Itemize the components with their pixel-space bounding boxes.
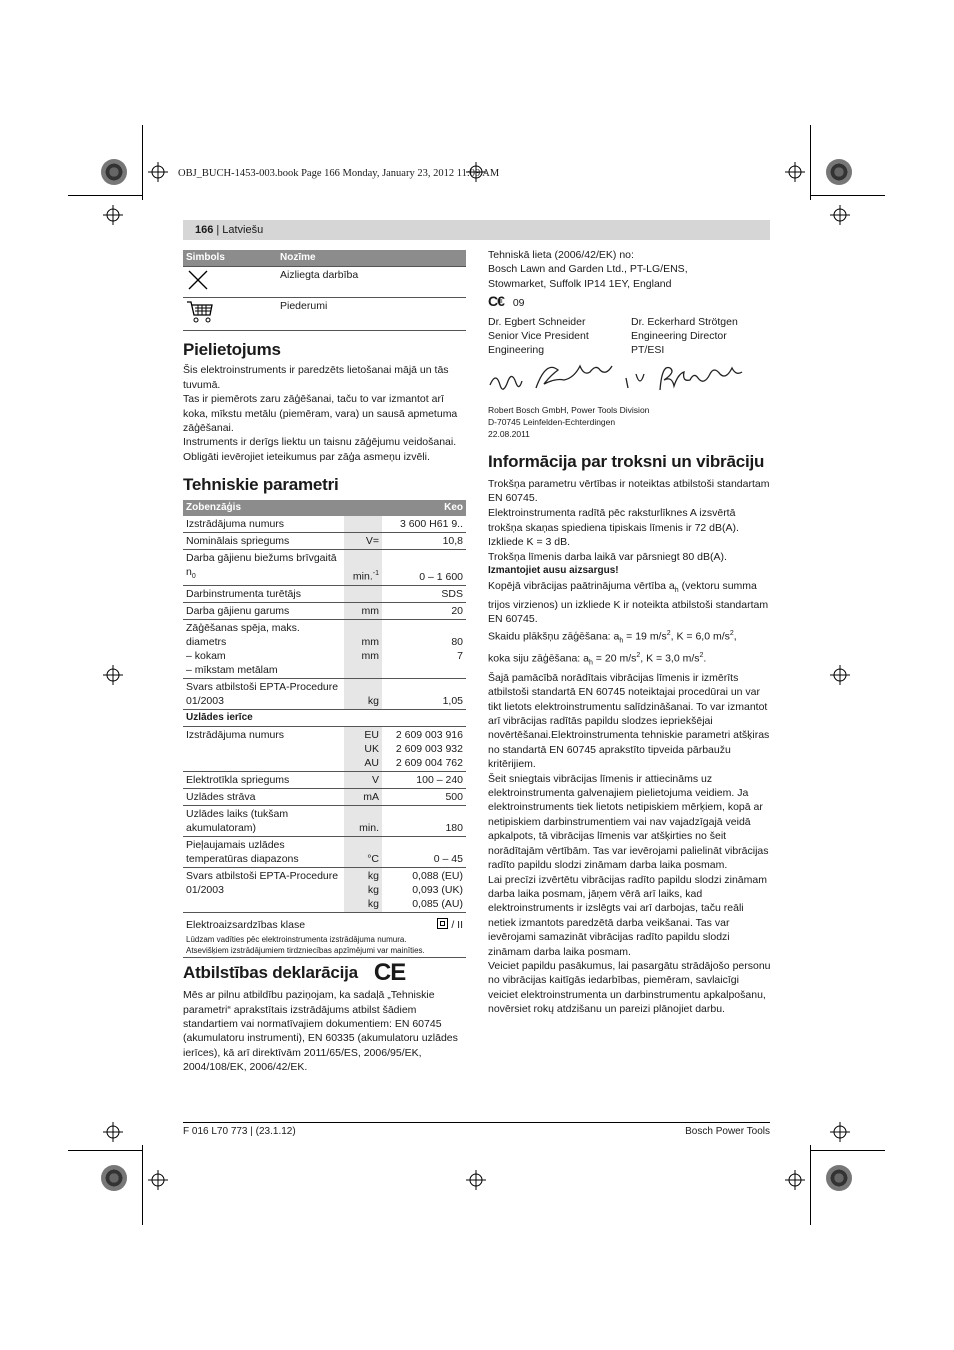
table-row: Uzlādes strāva mA 500 [183,788,466,805]
table-row: Pieļaujamais uzlādes temperatūras diapazons °C 0 – 45 [183,836,466,867]
table-row [183,933,466,958]
signatory-role: Senior Vice President [488,330,589,343]
crop-mark [810,125,811,200]
tech-file-line: Stowmarket, Suffolk IP14 1EY, England [488,277,672,290]
registration-crosshair [466,1170,486,1190]
usage-heading: Pielietojums [183,340,281,359]
table-row: Uzlādes laiks (tukšam akumulatoram) min. 180 [183,805,466,836]
registration-crosshair [830,205,850,225]
signatory-name: Dr. Egbert Schneider [488,315,586,328]
signatory-role: Engineering Director [631,330,727,343]
registration-crosshair [103,205,123,225]
crop-mark [68,195,143,196]
vibration-paragraph: Šeit sniegtais vibrācijas līmenis ir attiecināms uz elektroinstrumenta galvenajiem pielietojuma veidiem. Ja elektroinstruments tiek lietots netipiskiem mērķiem, kopā ar netipiskiem darbinstrumentiem vai nav vajadzīgajā veidā apkalpots, tā vibrācijas līmenis var atšķirties no šeit norādītajām vērtībām. Tas var ievērojami palielināt vibrācijas radīto papildu slodzi zināmam darba laika posmam. [488,772,769,872]
footer-rule [183,1122,770,1123]
noise-paragraph: Elektroinstrumenta radītā pēc raksturlīknes A izsvērtā trokšņa skaņas spiediena tipiskais līmenis ir 72 dB(A). Izkliede K = 3 dB. [488,507,739,549]
vibration-paragraph: Kopējā vibrācijas paātrinājuma vērtība $a_h$ (vektoru summa trijos virzienos) un izkliede K ir noteikta atbilstoši standartam EN 60745. [488,579,769,626]
tech-model-header: Keo [382,500,466,516]
symbols-table [183,250,466,331]
tech-table [183,500,466,958]
noise-paragraph: Trokšņa līmenis darba laikā var pārsniegt 80 dB(A). [488,550,727,563]
ce-year: 09 [512,297,525,310]
vibration-paragraph: Lai precīzi izvērtētu vibrācijas radīto papildu slodzi zināmam darba laika posmam, jāņem vērā arī laiks, kad elektroinstruments ir izslēgts vai arī darbojas, taču reāli netiek izmantots paredzētā darba veikšanai. Tas var ievērojami samazināt vibrācijas radīto papildu slodzi zināmam darba laika posmam. [488,873,767,958]
signatory-name: Dr. Eckerhard Strötgen [631,315,738,328]
crop-mark [810,1145,811,1225]
ce-mark-icon: CE [373,958,406,986]
prohibited-x-icon [186,268,210,292]
table-row: Zāģēšanas spēja, maks. diametrs – kokam – mīkstam metālam mm mm 80 7 [183,619,466,678]
accessories-cart-icon [186,299,214,325]
crop-mark [68,1150,143,1151]
tech-heading: Tehniskie parametri [183,475,339,495]
table-row [183,267,466,298]
crop-mark [142,125,143,200]
footer-doc-number: F 016 L70 773 | (23.1.12) [183,1126,296,1137]
table-row: Izstrādājuma numurs EU UK AU 2 609 003 916 2 609 003 932 2 609 004 762 [183,726,466,771]
usage-paragraph: Šis elektroinstruments ir paredzēts lietošanai mājā un tās tuvumā. [183,364,449,391]
conformity-heading: Atbilstības deklarācija [183,962,358,982]
registration-crosshair [785,162,805,182]
conformity-text: Mēs ar pilnu atbildību paziņojam, ka sadaļā „Tehniskie parametri“ aprakstītais izstrādājums atbilst šādiem standartiem vai normatīvajiem dokumentiem: EN 60745 (akumulatoru instrumenti), EN 60335 (akumulatoru uzlādes ierīces), kā arī direktīvām 2011/65/ES, 2006/95/EK, 2004/108/EK, 2006/42/EK. [183,989,458,1074]
symbol-meaning: Piederumi [277,298,466,331]
table-row [183,298,466,331]
right-column [488,248,771,1017]
page-header: 166 | Latviešu [183,220,770,240]
ear-protection-warning: Izmantojiet ausu aizsargus! [488,565,619,577]
proof-line: OBJ_BUCH-1453-003.book Page 166 Monday, January 23, 2012 11:09 AM [178,168,500,179]
noise-heading: Informācija par troksni un vibrāciju [488,452,765,472]
vibration-value: koka siju zāģēšana: $a_h = 20$ $m/s^2$, K = 3,0 $m/s^2$. [488,651,707,667]
signatory-dept: Engineering [488,344,545,357]
ce-mark-icon: C€ [488,293,504,310]
note: Lūdzam vadīties pēc elektroinstrumenta izstrādājuma numura. [186,934,407,944]
table-row: Darba gājienu biežums brīvgaitā $n_0$ min.$^{-1}$ 0 – 1 600 [183,549,466,585]
usage-paragraph: Instruments ir derīgs liektu un taisnu zāģējumu veidošanai. Obligāti ievērojiet ieteikumus par zāģa asmeņu izvēli. [183,436,457,463]
tech-file-line: Tehniskā lieta (2006/42/EK) no: [488,249,634,261]
note: Atsevišķiem izstrādājumiem tirdzniecības apzīmējumi var mainīties. [186,945,425,955]
declaration-date: 22.08.2011 [488,429,530,440]
handwritten-signatures [488,360,758,400]
vibration-value: Skaidu plākšņu zāģēšana: $a_h = 19$ $m/s^2$, K = 6,0 $m/s^2$, [488,629,737,645]
table-row: Svars atbilstoši EPTA-Procedure 01/2003 kg 1,05 [183,678,466,709]
crop-mark [810,1150,885,1151]
registration-crosshair [830,665,850,685]
table-row: Elektroaizsardzības klase / II [186,918,463,931]
registration-rosette [826,159,852,185]
crop-mark [810,195,885,196]
registration-crosshair [148,162,168,182]
tech-table-header: Zobenzāģis [183,500,382,516]
table-row: Elektrotīkla spriegums V 100 – 240 [183,771,466,788]
registration-crosshair [103,1122,123,1142]
page-number: 166 [195,224,214,236]
registration-crosshair [103,665,123,685]
registration-rosette [826,1165,852,1191]
registration-crosshair [785,1170,805,1190]
table-row: Nominālais spriegums V= 10,8 [183,532,466,549]
double-insulation-icon [437,918,448,929]
crop-mark [142,1145,143,1225]
tech-file-line: Bosch Lawn and Garden Ltd., PT-LG/ENS, [488,263,688,276]
left-column [183,250,466,1075]
symbol-meaning: Aizliegta darbība [277,267,466,298]
footer-brand: Bosch Power Tools [685,1126,770,1137]
table-row: Izstrādājuma numurs 3 600 H61 9.. [183,516,466,533]
vibration-paragraph: Veiciet papildu pasākumus, lai pasargātu strādājošo personu no vibrācijas kaitīgās iedarbības, piemēram, savlaicīgi veiciet elektroinstrumenta un darbinstrumentu apkalpošanu, novērsiet rokų atdzišanu un pareizi plānojiet darbu. [488,959,771,1016]
vibration-paragraph: Šajā pamācībā norādītais vibrācijas līmenis ir izmērīts atbilstoši standartā EN 60745 noteiktajai procedūrai un var tikt lietots elektroinstrumentu salīdzināšanai. To var izmantot arī vibrācijas radītās papildu slodzes iepriekšējai novērtēšanai.Elektroinstrumenta tehniskie parametri atšķiras no standartā EN 60745 aprakstīto tipveida pārbaužu kritērijiem. [488,671,770,771]
table-row: Darbinstrumenta turētājs SDS [183,585,466,602]
header-language: Latviešu [222,224,264,236]
table-row: Darba gājienu garums mm 20 [183,602,466,619]
signatory-dept: PT/ESI [631,344,665,357]
usage-paragraph: Tas ir piemērots zaru zāģēšanai, taču to var izmantot arī koka, mīkstu metālu (piemēram, vara) un sausā apmetuma zāģēšanai. [183,393,458,435]
table-row: Svars atbilstoši EPTA-Procedure 01/2003 kg kg kg 0,088 (EU) 0,093 (UK) 0,085 (AU) [183,867,466,912]
registration-crosshair [830,1122,850,1142]
noise-paragraph: Trokšņa parametru vērtības ir noteiktas atbilstoši standartam EN 60745. [488,477,770,505]
symbols-col-header: Simbols [183,250,277,267]
registration-crosshair [148,1170,168,1190]
company-line: D-70745 Leinfelden-Echterdingen [488,417,616,428]
table-row [183,709,466,726]
registration-rosette [101,159,127,185]
charger-subheader: Uzlādes ierīce [183,709,466,726]
meaning-col-header: Nozīme [277,250,466,267]
company-line: Robert Bosch GmbH, Power Tools Division [488,405,650,416]
registration-rosette [101,1165,127,1191]
